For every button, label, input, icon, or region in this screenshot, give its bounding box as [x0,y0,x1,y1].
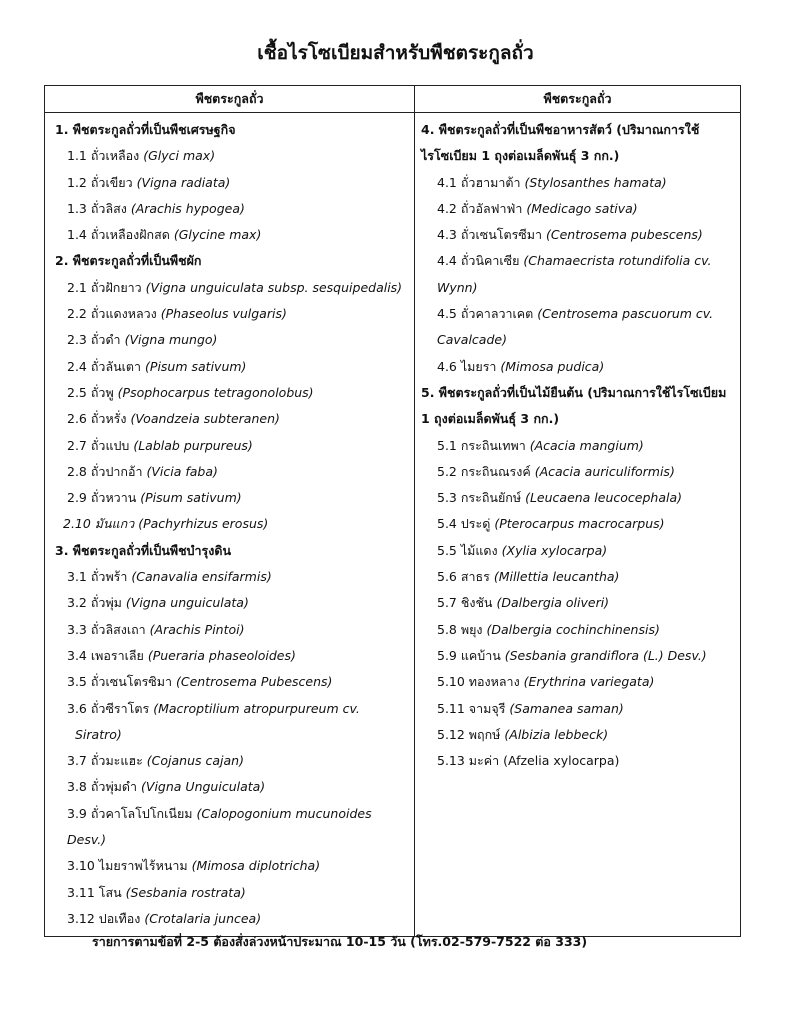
thai-name: 4.6 ไมยรา [437,358,501,374]
list-item-continuation: Wynn) [437,279,478,295]
list-item [45,354,414,380]
list-item [415,248,740,274]
thai-name: 3.8 ถั่วพุ่มดำ [67,779,142,795]
scientific-name: (Stylosanthes hamata) [524,174,667,190]
scientific-name: (Xylia xylocarpa) [501,542,608,558]
scientific-name: (Voandzeia subteranen) [130,411,280,427]
list-item-continuation: Desv.) [67,832,107,848]
thai-name: 4.1 ถั่วฮามาต้า [437,174,525,190]
list-item [45,275,414,301]
list-item [45,170,414,196]
list-item [415,590,740,616]
list-item [415,301,740,327]
thai-name: 3.6 ถั่วซีราโตร [67,700,154,716]
list-item [415,669,740,695]
thai-name: 1.2 ถั่วเขียว [67,174,137,190]
thai-name: 4.2 ถั่วอัลฟาฟ่า [437,200,527,216]
list-item [415,538,740,564]
list-item [415,459,740,485]
thai-name: 4.5 ถั่วคาลวาเคต [437,306,538,322]
scientific-name: (Crotalaria juncea) [144,910,262,926]
table-header-row [45,86,741,113]
list-item [45,301,414,327]
scientific-name: (Medicago sativa) [526,200,638,216]
scientific-name: (Centrosema pascuorum cv. [537,306,714,322]
list-item [45,643,414,669]
thai-name: 4.4 ถั่วนิคาเซีย [437,253,524,269]
list-item: 5.13 มะค่า (Afzelia xylocarpa) [437,753,620,769]
scientific-name: (Canavalia ensifarmis) [131,569,272,585]
scientific-name: (Pisum sativum) [145,358,247,374]
thai-name: 3.12 ปอเทือง [67,910,145,926]
right-column-cell [415,113,741,937]
scientific-name: (Vigna Unguiculata) [141,779,266,795]
table-body-row [45,113,741,937]
document-title: เชื้อไรโซเบียมสำหรับพืชตระกูลถั่ว [257,42,534,64]
scientific-name: (Cojanus cajan) [146,753,244,769]
list-item [45,196,414,222]
scientific-name: (Phaseolus vulgaris) [160,306,287,322]
thai-name: 3.7 ถั่วมะแฮะ [67,753,147,769]
list-item [415,485,740,511]
list-item [415,170,740,196]
thai-name: 2.1 ถั่วฝักยาว [67,279,146,295]
group-heading: 1. พืชตระกูลถั่วที่เป็นพืชเศรษฐกิจ [55,122,236,137]
scientific-name: (Leucaena leucocephala) [525,490,683,506]
thai-name: 2.7 ถั่วแปบ [67,437,134,453]
list-item [45,406,414,432]
list-item-continuation: Siratro) [75,726,122,742]
scientific-name: (Albizia lebbeck) [504,726,609,742]
group-heading-continuation: ไรโซเบียม 1 ถุงต่อเมล็ดพันธุ์ 3 กก.) [421,148,620,164]
scientific-name: (Acacia mangium) [529,437,644,453]
thai-name: 3.2 ถั่วพุ่ม [67,595,126,611]
scientific-name: (Vigna mungo) [124,332,218,348]
group-3-list-c [45,853,414,932]
scientific-name: (Centrosema pubescens) [546,227,703,243]
scientific-name: (Vigna unguiculata) [125,595,249,611]
list-item [415,196,740,222]
scientific-name: (Glycine max) [173,227,262,243]
list-item [45,143,414,169]
scientific-name: (Erythrina variegata) [523,674,655,690]
thai-name: 3.4 เพอราเลีย [67,647,148,663]
scientific-name: (Macroptilium atropurpureum cv. [153,700,360,716]
column-header-right: พืชตระกูลถั่ว [415,86,741,113]
scientific-name: (Psophocarpus tetragonolobus) [117,384,314,400]
list-item [45,222,414,248]
thai-name: 2.9 ถั่วหวาน [67,490,141,506]
list-item [45,485,414,511]
scientific-name: (Dalbergia oliveri) [496,595,610,611]
scientific-name: (Vigna unguiculata subsp. sesquipedalis) [145,279,403,295]
thai-name: 5.2 กระถินณรงค์ [437,463,535,479]
thai-name: 3.5 ถั่วเซนโตรซิมา [67,674,177,690]
scientific-name: (Pisum sativum) [140,490,242,506]
thai-name: 5.7 ชิงชัน [437,595,497,611]
list-item [415,696,740,722]
group-heading: 3. พืชตระกูลถั่วที่เป็นพืชบำรุงดิน [55,542,232,558]
scientific-name: (Pueraria phaseoloides) [147,647,296,663]
group-heading: 5. พืชตระกูลถั่วที่เป็นไม้ยืนต้น (ปริมาณการใช้ไรโซเบียม [421,384,727,400]
scientific-name: (Glyci max) [143,148,216,164]
scientific-name: (Pterocarpus macrocarpus) [494,516,665,532]
thai-name: 5.5 ไม้แดง [437,542,502,558]
list-item [45,774,414,800]
scientific-name: (Chamaecrista rotundifolia cv. [523,253,712,269]
scientific-name: (Dalbergia cochinchinensis) [486,621,660,637]
scientific-name: (Calopogonium mucunoides [196,805,372,821]
thai-name: 2.3 ถั่วดำ [67,332,125,348]
thai-name: 5.8 พยุง [437,621,487,637]
list-item [45,590,414,616]
scientific-name: (Mimosa pudica) [500,358,605,374]
thai-name: 3.3 ถั่วลิสงเถา [67,621,150,637]
list-item [415,643,740,669]
list-item [45,906,414,932]
legume-rhizobium-table [44,85,741,937]
scientific-name: (Arachis hypogea) [130,200,245,216]
group-heading: 4. พืชตระกูลถั่วที่เป็นพืชอาหารสัตว์ (ปริมาณการใช้ [421,122,700,137]
thai-name: 5.6 สาธร [437,569,494,585]
column-header-left: พืชตระกูลถั่ว [45,86,415,113]
list-item [415,511,740,537]
group-3-list-b [45,748,414,801]
list-item [45,433,414,459]
list-item [45,696,414,722]
list-item [45,327,414,353]
thai-name: 4.3 ถั่วเซนโตรซีมา [437,227,547,243]
scientific-name: (Samanea saman) [509,700,624,716]
thai-name: 2.6 ถั่วหรั่ง [67,411,131,427]
thai-name: 5.4 ประดู่ [437,516,495,532]
thai-name: 3.1 ถั่วพร้า [67,569,132,585]
group-2-list [45,275,414,512]
list-item [45,459,414,485]
thai-name: 5.12 พฤกษ์ [437,726,505,742]
thai-name: 3.9 ถั่วคาโลโปโกเนียม [67,805,197,821]
scientific-name: (Mimosa diplotricha) [191,858,321,874]
left-column-cell [45,113,415,937]
group-5-list [415,433,740,749]
thai-name: 2.2 ถั่วแดงหลวง [67,306,161,322]
group-heading: 2. พืชตระกูลถั่วที่เป็นพืชผัก [55,253,202,269]
group-3-list-a [45,564,414,695]
list-item [45,880,414,906]
thai-name: 2.8 ถั่วปากอ้า [67,463,147,479]
scientific-name: (Vicia faba) [146,463,218,479]
list-item [45,748,414,774]
thai-name: 1.4 ถั่วเหลืองฝักสด [67,227,174,243]
thai-name: 3.11 โสน [67,884,126,900]
thai-name: 2.5 ถั่วพู [67,384,118,400]
thai-name: 5.10 ทองหลาง [437,674,524,690]
list-item [45,564,414,590]
thai-name: 1.3 ถั่วลิสง [67,200,131,216]
list-item [415,433,740,459]
scientific-name: (Lablab purpureus) [133,437,253,453]
thai-name: 3.10 ไมยราพไร้หนาม [67,858,192,874]
scientific-name: (Acacia auriculiformis) [534,463,675,479]
list-item [415,722,740,748]
thai-name: 2.4 ถั่วลันเตา [67,358,146,374]
scientific-name: (Sesbania grandiflora (L.) Desv.) [504,647,707,663]
scientific-name: (Centrosema Pubescens) [176,674,333,690]
group-4-list-a [415,170,740,249]
group-heading-continuation: 1 ถุงต่อเมล็ดพันธุ์ 3 กก.) [421,411,560,427]
order-note-footer: รายการตามข้อที่ 2-5 ต้องสั่งล่วงหน้าประมาณ 10-15 วัน (โทร.02-579-7522 ต่อ 333) [92,934,588,949]
thai-name: 1.1 ถั่วเหลือง [67,148,144,164]
list-item [45,617,414,643]
thai-name: 5.3 กระถินยักษ์ [437,490,526,506]
group-1-list [45,143,414,248]
list-item [45,801,414,827]
list-item [45,669,414,695]
thai-name: 5.11 จามจุรี [437,700,510,716]
thai-name: 5.9 แคบ้าน [437,647,505,663]
scientific-name: (Vigna radiata) [136,174,231,190]
list-item [415,617,740,643]
scientific-name: (Millettia leucantha) [493,569,620,585]
scientific-name: (Arachis Pintoi) [149,621,245,637]
list-item [415,354,740,380]
list-item: 2.10 มันแกว (Pachyrhizus erosus) [63,516,269,532]
list-item [415,564,740,590]
list-item [45,853,414,879]
thai-name: 5.1 กระถินเทพา [437,437,530,453]
scientific-name: (Sesbania rostrata) [125,884,246,900]
list-item [415,222,740,248]
list-item-continuation: Cavalcade) [437,332,507,348]
list-item [45,380,414,406]
